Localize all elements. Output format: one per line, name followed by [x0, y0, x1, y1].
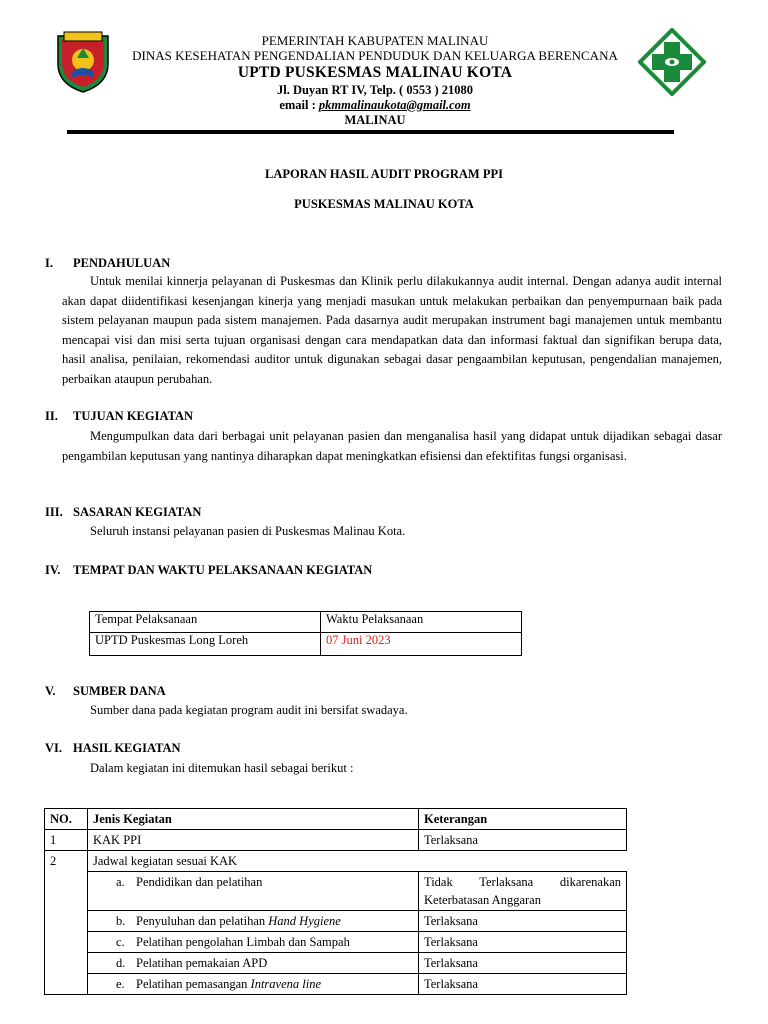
report-subtitle: PUSKESMAS MALINAU KOTA	[294, 197, 474, 211]
table-header-place: Tempat Pelaksanaan	[90, 612, 321, 633]
malinau-regency-crest-icon	[50, 28, 116, 94]
sub-text: Pendidikan dan pelatihan	[136, 875, 263, 889]
table-row	[45, 851, 627, 872]
table-row	[45, 974, 627, 995]
section-number: V.	[45, 684, 56, 698]
row-no: 1	[45, 830, 88, 851]
section-title: SASARAN KEGIATAN	[73, 505, 202, 519]
address: Jl. Duyan RT IV, Telp. ( 0553 ) 21080	[276, 83, 474, 97]
city: MALINAU	[344, 113, 406, 127]
sub-item	[88, 911, 419, 932]
section-title: PENDAHULUAN	[73, 256, 171, 270]
department-name: DINAS KESEHATAN PENGENDALIAN PENDUDUK DAN KELUARGA BERENCANA	[132, 48, 618, 63]
sub-item	[88, 872, 419, 911]
schedule-table	[89, 611, 522, 656]
section-2-text: Mengumpulkan data dari berbagai unit pelayanan pasien dan menganalisa hasil yang didapat untuk dijadikan sebagai dasar pengambilan keputusan yang nantinya diharapkan dapat meningkatkan efisiensi dan efektifitas fungsi organisasi.	[62, 429, 722, 463]
section-title: SUMBER DANA	[73, 684, 166, 698]
sub-keterangan: Tidak Terlaksana dikarenakan Keterbatasan Anggaran	[419, 872, 627, 911]
sub-keterangan: Terlaksana	[419, 911, 627, 932]
sub-text: Penyuluhan dan pelatihan	[136, 914, 269, 928]
sub-text-italic: Intravena line	[250, 977, 322, 991]
section-3-text: Seluruh instansi pelayanan pasien di Puskesmas Malinau Kota.	[90, 524, 406, 538]
row-keterangan: Terlaksana	[419, 830, 627, 851]
email-label: email :	[279, 98, 319, 112]
table-row	[90, 612, 522, 633]
email-line	[110, 98, 640, 113]
sub-text: Pelatihan pemakaian APD	[136, 956, 268, 970]
sub-letter: b.	[116, 914, 126, 928]
section-number: II.	[45, 409, 58, 423]
section-heading-5	[45, 684, 166, 699]
row-jenis: Jadwal kegiatan sesuai KAK	[88, 851, 627, 872]
table-row	[45, 872, 627, 911]
letterhead-divider	[67, 130, 674, 134]
sub-keterangan: Terlaksana	[419, 974, 627, 995]
sub-letter: c.	[116, 935, 125, 949]
sub-text: Pelatihan pemasangan	[136, 977, 251, 991]
sub-keterangan: Terlaksana	[419, 932, 627, 953]
government-name: PEMERINTAH KABUPATEN MALINAU	[261, 33, 489, 48]
sub-item	[88, 953, 419, 974]
puskesmas-emblem-icon	[638, 28, 706, 96]
section-heading-3	[45, 505, 201, 520]
letterhead	[110, 33, 640, 128]
section-number: IV.	[45, 563, 61, 577]
section-number: VI.	[45, 741, 63, 755]
sub-text: Pelatihan pengolahan Limbah dan Sampah	[136, 935, 350, 949]
sub-keterangan: Terlaksana	[419, 953, 627, 974]
header-no: NO.	[45, 809, 88, 830]
section-heading-1	[45, 256, 170, 271]
table-row	[90, 633, 522, 656]
table-row	[45, 830, 627, 851]
section-title: HASIL KEGIATAN	[73, 741, 181, 755]
table-cell-date: 07 Juni 2023	[321, 633, 522, 656]
section-6-text: Dalam kegiatan ini ditemukan hasil sebagai berikut :	[90, 761, 354, 775]
table-row	[45, 932, 627, 953]
table-header-row	[45, 809, 627, 830]
section-number: III.	[45, 505, 63, 519]
sub-letter: d.	[116, 956, 126, 970]
email-address: pkmmalinaukota@gmail.com	[318, 98, 471, 112]
section-title: TUJUAN KEGIATAN	[73, 409, 194, 423]
results-table	[44, 808, 627, 995]
row-no: 2	[45, 851, 88, 995]
header-jenis: Jenis Kegiatan	[88, 809, 419, 830]
table-header-time: Waktu Pelaksanaan	[321, 612, 522, 633]
section-title: TEMPAT DAN WAKTU PELAKSANAAN KEGIATAN	[73, 563, 373, 577]
institution-name: UPTD PUSKESMAS MALINAU KOTA	[237, 64, 513, 81]
header-keterangan: Keterangan	[419, 809, 627, 830]
section-heading-4	[45, 563, 372, 578]
section-heading-2	[45, 409, 193, 424]
table-row	[45, 953, 627, 974]
section-5-text: Sumber dana pada kegiatan program audit ini bersifat swadaya.	[90, 703, 408, 717]
section-heading-6	[45, 741, 181, 756]
table-row	[45, 911, 627, 932]
sub-text-italic: Hand Hygiene	[268, 914, 341, 928]
sub-item	[88, 974, 419, 995]
report-title: LAPORAN HASIL AUDIT PROGRAM PPI	[265, 167, 503, 181]
table-cell-place: UPTD Puskesmas Long Loreh	[90, 633, 321, 656]
sub-letter: e.	[116, 977, 125, 991]
section-number: I.	[45, 256, 53, 270]
sub-item	[88, 932, 419, 953]
sub-letter: a.	[116, 875, 125, 889]
row-jenis: KAK PPI	[88, 830, 419, 851]
section-1-text: Untuk menilai kinnerja pelayanan di Puskesmas dan Klinik perlu dilakukannya audit internal. Dengan adanya audit internal akan dapat diidentifikasi kesenjangan kinerja yang menjadi masukan untuk melakukan perbaikan dan penyempurnaan baik pada sistem pelayanan maupun pada sistem manajemen. Pada dasarnya audit merupakan instrument bagi manajemen untuk membantu mencapai visi dan misi serta tujuan organisasi dengan cara mendapatkan data dan informasi faktual dan signifikan berupa data, hasil analisa, penilaian, rekomendasi auditor untuk digunakan sebagai dasar pengaambilan keputusan, pengendalian manajemen, perbaikan ataupun perubahan.	[62, 274, 722, 386]
